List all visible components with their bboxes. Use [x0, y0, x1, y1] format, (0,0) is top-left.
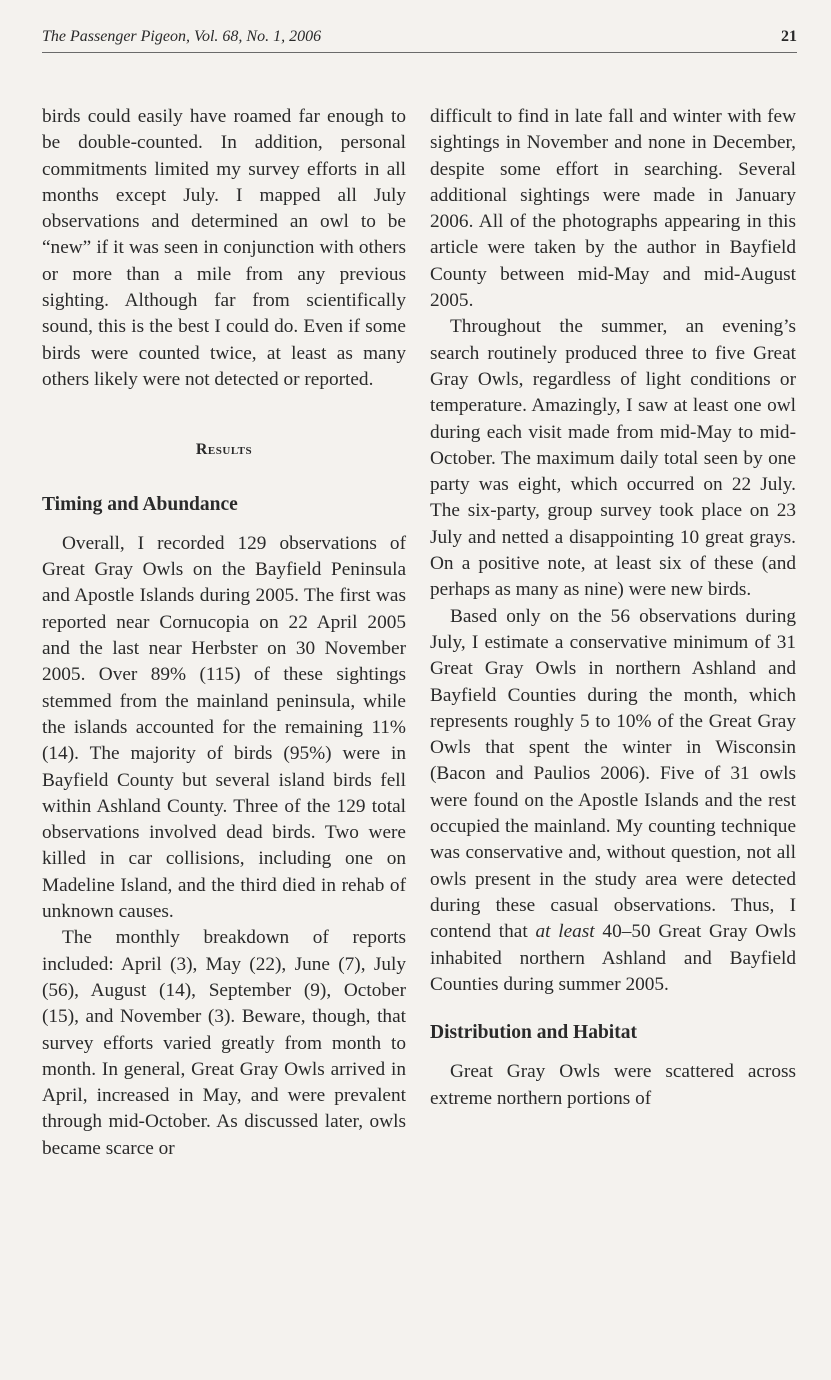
- page-header: [42, 26, 797, 53]
- section-heading-results: Results: [195, 441, 253, 459]
- paragraph-continuation: difficult to find in late fall and winter with few sightings in November and none in December, despite some effort in searching. Several additional sightings were made in January 2006. All of the photographs appearing in this article were taken by the author in Bayfield County between mid-May and mid-August 2005.: [430, 106, 796, 312]
- paragraph: [430, 604, 796, 998]
- paragraph: Great Gray Owls were scattered across extreme northern portions of: [430, 1061, 796, 1109]
- subheading-timing-abundance: Timing and Abundance: [42, 493, 238, 515]
- page-number: 21: [781, 28, 797, 45]
- paragraph-text: Based only on the 56 observations during July, I estimate a conservative minimum of 31 Great Gray Owls in northern Ashland and Bayfield Counties during the month, which represents roughly 5 to 10% of the Great Gray Owls that spent the winter in Wisconsin (Bacon and Paulios 2006). Five of 31 owls were found on the Apostle Islands and the rest occupied the mainland. My counting technique was conservative and, without question, not all owls present in the study area were detected during these casual observations. Thus, I contend that: [430, 605, 796, 943]
- left-column: [42, 104, 406, 1162]
- paragraph: Overall, I recorded 129 observations of Great Gray Owls on the Bayfield Peninsula and Apostle Islands during 2005. The first was reported near Cornucopia on 22 April 2005 and the last near Herbster on 30 November 2005. Over 89% (115) of these sightings stemmed from the mainland peninsula, while the islands accounted for the remaining 11% (14). The majority of birds (95%) were in Bayfield County but several island birds fell within Ashland County. Three of the 129 total observations involved dead birds. Two were killed in car collisions, including one on Madeline Island, and the third died in rehab of unknown causes.: [42, 532, 406, 923]
- right-column: [430, 104, 796, 1112]
- paragraph: The monthly breakdown of reports included: April (3), May (22), June (7), July (56), August (14), September (9), October (15), and November (3). Beware, though, that survey efforts varied greatly from month to month. In general, Great Gray Owls arrived in April, increased in May, and were prevalent through mid-October. As discussed later, owls became scarce or: [42, 927, 406, 1159]
- paragraph-continuation: birds could easily have roamed far enough to be double-counted. In addition, personal commitments limited my survey efforts in all months except July. I mapped all July observations and determined an owl to be “new” if it was seen in conjunction with others or more than a mile from any previous sighting. Although far from scientifically sound, this is the best I could do. Even if some birds were counted twice, at least as many others likely were not detected or reported.: [42, 106, 406, 390]
- subheading-distribution-habitat: Distribution and Habitat: [430, 1022, 637, 1044]
- emphasis-text: at least: [535, 921, 595, 943]
- paragraph: Throughout the summer, an evening’s search routinely produced three to five Great Gray Owls, regardless of light conditions or temperature. Amazingly, I saw at least one owl during each visit made from mid-May to mid-October. The maximum daily total seen by one party was eight, which occurred on 22 July. The six-party, group survey took place on 23 July and netted a disappointing 10 great grays. On a positive note, at least six of these (and perhaps as many as nine) were new birds.: [430, 316, 796, 601]
- journal-citation: The Passenger Pigeon, Vol. 68, No. 1, 2006: [42, 28, 322, 45]
- paragraph-text: 40–50 Great Gray Owls inhabited northern Ashland and Bayfield Counties during summer 2005.: [430, 921, 797, 995]
